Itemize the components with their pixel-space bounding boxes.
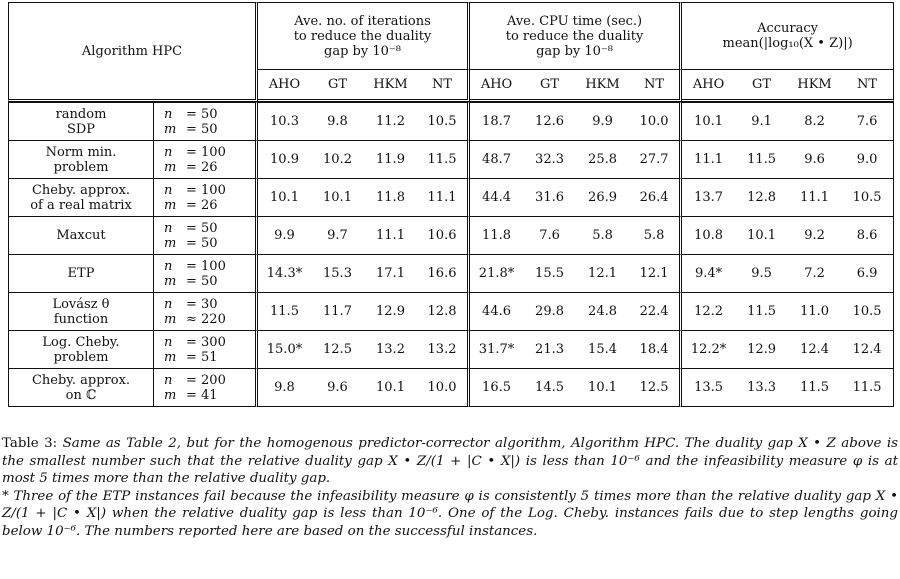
value-cell-acc: 9.2 <box>788 217 841 255</box>
method-header-iter-gt: GT <box>311 70 364 102</box>
value-cell-iter: 11.1 <box>417 179 470 217</box>
value-cell-iter: 10.3 <box>258 102 311 141</box>
method-header-acc-hkm: HKM <box>788 70 841 102</box>
value-cell-acc: 12.8 <box>735 179 788 217</box>
problem-label-line: function <box>53 311 109 327</box>
value-cell-cpu: 11.8 <box>470 217 523 255</box>
value-cell-cpu: 18.4 <box>629 331 682 369</box>
dimension-m <box>164 312 253 327</box>
value-cell-cpu: 21.8* <box>470 255 523 293</box>
iterations-header-line-1: Ave. no. of iterations <box>294 13 431 29</box>
table-row <box>8 179 894 217</box>
value-cell-iter: 14.3* <box>258 255 311 293</box>
method-header-cpu-gt: GT <box>523 70 576 102</box>
value-cell-iter: 9.8 <box>258 369 311 407</box>
table-row <box>8 141 894 179</box>
problem-cell <box>8 255 154 293</box>
dimension-value: ≈ 220 <box>186 311 226 327</box>
value-cell-acc: 7.6 <box>841 102 894 141</box>
results-table <box>8 2 894 407</box>
method-header-cpu-aho: AHO <box>470 70 523 102</box>
value-cell-iter: 11.5 <box>417 141 470 179</box>
value-cell-acc: 13.3 <box>735 369 788 407</box>
dimension-value: = 100 <box>186 258 226 274</box>
value-cell-acc: 9.5 <box>735 255 788 293</box>
dimension-m <box>164 236 253 251</box>
value-cell-acc: 10.1 <box>735 217 788 255</box>
value-cell-iter: 12.9 <box>364 293 417 331</box>
problem-cell <box>8 369 154 407</box>
dimension-symbol: m <box>164 349 177 365</box>
method-header-cpu-nt: NT <box>629 70 682 102</box>
value-cell-cpu: 15.4 <box>576 331 629 369</box>
value-cell-iter: 12.8 <box>417 293 470 331</box>
value-cell-cpu: 12.6 <box>523 102 576 141</box>
table-row <box>8 369 894 407</box>
problem-label-line: random <box>55 106 107 122</box>
value-cell-cpu: 16.5 <box>470 369 523 407</box>
value-cell-acc: 13.5 <box>682 369 735 407</box>
value-cell-acc: 10.1 <box>682 102 735 141</box>
dimension-symbol: n <box>164 106 173 122</box>
value-cell-iter: 13.2 <box>417 331 470 369</box>
table-row <box>8 255 894 293</box>
table-row <box>8 293 894 331</box>
dimension-n <box>164 335 253 350</box>
value-cell-acc: 13.7 <box>682 179 735 217</box>
value-cell-cpu: 31.6 <box>523 179 576 217</box>
value-cell-iter: 10.1 <box>311 179 364 217</box>
value-cell-acc: 9.1 <box>735 102 788 141</box>
problem-cell <box>8 217 154 255</box>
value-cell-acc: 9.6 <box>788 141 841 179</box>
value-cell-acc: 11.5 <box>735 141 788 179</box>
dimension-m <box>164 122 253 137</box>
cpu-header-line-2: to reduce the duality <box>505 28 644 44</box>
value-cell-iter: 9.6 <box>311 369 364 407</box>
algorithm-header: Algorithm HPC <box>8 2 258 102</box>
dimension-cell <box>154 331 258 369</box>
dimension-symbol: n <box>164 296 173 312</box>
dimension-symbol: m <box>164 387 177 403</box>
dimension-cell <box>154 293 258 331</box>
method-header-acc-aho: AHO <box>682 70 735 102</box>
iterations-header <box>258 2 470 70</box>
value-cell-acc: 10.5 <box>841 293 894 331</box>
dimension-symbol: n <box>164 334 173 350</box>
value-cell-cpu: 14.5 <box>523 369 576 407</box>
dimension-symbol: n <box>164 182 173 198</box>
dimension-m <box>164 160 253 175</box>
value-cell-acc: 12.4 <box>788 331 841 369</box>
value-cell-cpu: 7.6 <box>523 217 576 255</box>
dimension-m <box>164 388 253 403</box>
value-cell-iter: 10.1 <box>258 179 311 217</box>
table-caption <box>2 435 898 540</box>
value-cell-iter: 15.0* <box>258 331 311 369</box>
problem-label-line: SDP <box>66 121 96 137</box>
table-row <box>8 102 894 141</box>
dimension-m <box>164 274 253 289</box>
value-cell-acc: 9.4* <box>682 255 735 293</box>
value-cell-acc: 12.9 <box>735 331 788 369</box>
value-cell-cpu: 12.1 <box>576 255 629 293</box>
dimension-value: = 300 <box>186 334 226 350</box>
method-header-acc-gt: GT <box>735 70 788 102</box>
method-header-iter-nt: NT <box>417 70 470 102</box>
value-cell-cpu: 12.5 <box>629 369 682 407</box>
value-cell-iter: 10.0 <box>417 369 470 407</box>
problem-cell <box>8 141 154 179</box>
problem-label-line: Lovász θ <box>52 296 110 312</box>
dimension-n <box>164 373 253 388</box>
value-cell-iter: 10.1 <box>364 369 417 407</box>
caption-text: Same as Table 2, but for the homogenous predictor-corrector algorithm, Algorithm HPC. The duality gap X • Z above is the smallest number such that the relative duality gap X • Z/(1 + |C • X|) is less than 10⁻⁶ and the infeasibility measure φ is at most 5 times more than the relative duality gap. <box>2 436 898 486</box>
dimension-value: = 100 <box>186 144 226 160</box>
dimension-cell <box>154 179 258 217</box>
value-cell-cpu: 15.5 <box>523 255 576 293</box>
value-cell-cpu: 25.8 <box>576 141 629 179</box>
value-cell-cpu: 27.7 <box>629 141 682 179</box>
value-cell-acc: 11.5 <box>735 293 788 331</box>
problem-label-line: Norm min. <box>45 144 117 160</box>
dimension-value: = 41 <box>186 387 218 403</box>
dimension-symbol: n <box>164 258 173 274</box>
value-cell-acc: 12.2 <box>682 293 735 331</box>
dimension-symbol: m <box>164 197 177 213</box>
caption-footnote: * Three of the ETP instances fail because the infeasibility measure φ is consistently 5 times more than the relative duality gap X • Z/(1 + |C • X|) when the relative duality gap is less than 10⁻⁶. One of the Log. Cheby. instances fails due to step lengths going below 10⁻⁶. The numbers reported here are based on the successful instances. <box>2 488 898 539</box>
dimension-n <box>164 259 253 274</box>
dimension-symbol: m <box>164 159 177 175</box>
value-cell-acc: 10.8 <box>682 217 735 255</box>
value-cell-acc: 12.4 <box>841 331 894 369</box>
value-cell-acc: 11.5 <box>841 369 894 407</box>
table-container <box>8 2 892 407</box>
dimension-n <box>164 221 253 236</box>
dimension-value: = 30 <box>186 296 218 312</box>
problem-label-line: problem <box>53 159 109 175</box>
value-cell-iter: 15.3 <box>311 255 364 293</box>
value-cell-acc: 11.1 <box>682 141 735 179</box>
value-cell-cpu: 26.4 <box>629 179 682 217</box>
problem-label-line: ETP <box>67 266 95 281</box>
value-cell-iter: 17.1 <box>364 255 417 293</box>
dimension-value: = 50 <box>186 121 218 137</box>
dimension-cell <box>154 102 258 141</box>
value-cell-acc: 12.2* <box>682 331 735 369</box>
cpu-header <box>470 2 682 70</box>
value-cell-iter: 10.9 <box>258 141 311 179</box>
value-cell-iter: 10.6 <box>417 217 470 255</box>
dimension-value: = 100 <box>186 182 226 198</box>
problem-label-line: Maxcut <box>56 228 106 243</box>
dimension-m <box>164 198 253 213</box>
value-cell-cpu: 29.8 <box>523 293 576 331</box>
dimension-cell <box>154 141 258 179</box>
value-cell-iter: 9.9 <box>258 217 311 255</box>
problem-label-line: Cheby. approx. <box>31 182 131 198</box>
dimension-cell <box>154 217 258 255</box>
table-row <box>8 217 894 255</box>
dimension-value: = 26 <box>186 197 218 213</box>
method-header-iter-hkm: HKM <box>364 70 417 102</box>
problem-label-line: on ℂ <box>65 387 97 403</box>
dimension-symbol: m <box>164 235 177 251</box>
dimension-symbol: m <box>164 311 177 327</box>
dimension-symbol: n <box>164 220 173 236</box>
value-cell-cpu: 12.1 <box>629 255 682 293</box>
dimension-n <box>164 145 253 160</box>
value-cell-cpu: 48.7 <box>470 141 523 179</box>
cpu-header-line-3: gap by 10⁻⁸ <box>536 43 614 59</box>
value-cell-cpu: 5.8 <box>629 217 682 255</box>
value-cell-iter: 9.8 <box>311 102 364 141</box>
value-cell-cpu: 5.8 <box>576 217 629 255</box>
value-cell-acc: 9.0 <box>841 141 894 179</box>
value-cell-acc: 10.5 <box>841 179 894 217</box>
dimension-m <box>164 350 253 365</box>
value-cell-acc: 11.1 <box>788 179 841 217</box>
value-cell-cpu: 10.0 <box>629 102 682 141</box>
value-cell-acc: 11.0 <box>788 293 841 331</box>
value-cell-iter: 13.2 <box>364 331 417 369</box>
iterations-header-line-2: to reduce the duality <box>293 28 432 44</box>
value-cell-cpu: 18.7 <box>470 102 523 141</box>
value-cell-iter: 11.2 <box>364 102 417 141</box>
dimension-value: = 50 <box>186 106 218 122</box>
value-cell-iter: 11.5 <box>258 293 311 331</box>
value-cell-acc: 8.2 <box>788 102 841 141</box>
value-cell-cpu: 22.4 <box>629 293 682 331</box>
value-cell-cpu: 31.7* <box>470 331 523 369</box>
dimension-n <box>164 183 253 198</box>
value-cell-iter: 11.7 <box>311 293 364 331</box>
dimension-symbol: n <box>164 144 173 160</box>
method-header-iter-aho: AHO <box>258 70 311 102</box>
value-cell-cpu: 26.9 <box>576 179 629 217</box>
problem-label-line: problem <box>53 349 109 365</box>
problem-label-line: of a real matrix <box>30 197 132 213</box>
problem-cell <box>8 293 154 331</box>
accuracy-header-line-2: mean(|log₁₀(X • Z)|) <box>722 36 853 52</box>
value-cell-iter: 11.9 <box>364 141 417 179</box>
value-cell-cpu: 44.4 <box>470 179 523 217</box>
value-cell-iter: 11.1 <box>364 217 417 255</box>
value-cell-iter: 16.6 <box>417 255 470 293</box>
problem-cell <box>8 331 154 369</box>
dimension-value: = 50 <box>186 235 218 251</box>
value-cell-iter: 10.5 <box>417 102 470 141</box>
value-cell-cpu: 32.3 <box>523 141 576 179</box>
dimension-value: = 50 <box>186 220 218 236</box>
dimension-cell <box>154 255 258 293</box>
accuracy-header <box>682 2 894 70</box>
dimension-symbol: m <box>164 273 177 289</box>
value-cell-cpu: 9.9 <box>576 102 629 141</box>
dimension-value: = 51 <box>186 349 218 365</box>
dimension-value: = 50 <box>186 273 218 289</box>
value-cell-iter: 11.8 <box>364 179 417 217</box>
value-cell-acc: 11.5 <box>788 369 841 407</box>
problem-cell <box>8 179 154 217</box>
caption-label: Table 3: <box>2 436 58 451</box>
dimension-symbol: n <box>164 372 173 388</box>
cpu-header-line-1: Ave. CPU time (sec.) <box>506 13 643 29</box>
value-cell-iter: 12.5 <box>311 331 364 369</box>
table-row <box>8 331 894 369</box>
method-header-acc-nt: NT <box>841 70 894 102</box>
method-header-cpu-hkm: HKM <box>576 70 629 102</box>
problem-label-line: Cheby. approx. <box>31 372 131 388</box>
problem-label-line: Log. Cheby. <box>42 334 120 350</box>
value-cell-acc: 6.9 <box>841 255 894 293</box>
value-cell-acc: 7.2 <box>788 255 841 293</box>
dimension-symbol: m <box>164 121 177 137</box>
value-cell-acc: 8.6 <box>841 217 894 255</box>
value-cell-cpu: 24.8 <box>576 293 629 331</box>
dimension-value: = 26 <box>186 159 218 175</box>
value-cell-iter: 9.7 <box>311 217 364 255</box>
accuracy-header-line-1: Accuracy <box>757 21 819 37</box>
value-cell-cpu: 44.6 <box>470 293 523 331</box>
dimension-n <box>164 297 253 312</box>
value-cell-cpu: 10.1 <box>576 369 629 407</box>
value-cell-cpu: 21.3 <box>523 331 576 369</box>
value-cell-iter: 10.2 <box>311 141 364 179</box>
dimension-n <box>164 107 253 122</box>
dimension-cell <box>154 369 258 407</box>
iterations-header-line-3: gap by 10⁻⁸ <box>324 43 401 59</box>
problem-cell <box>8 102 154 141</box>
dimension-value: = 200 <box>186 372 226 388</box>
